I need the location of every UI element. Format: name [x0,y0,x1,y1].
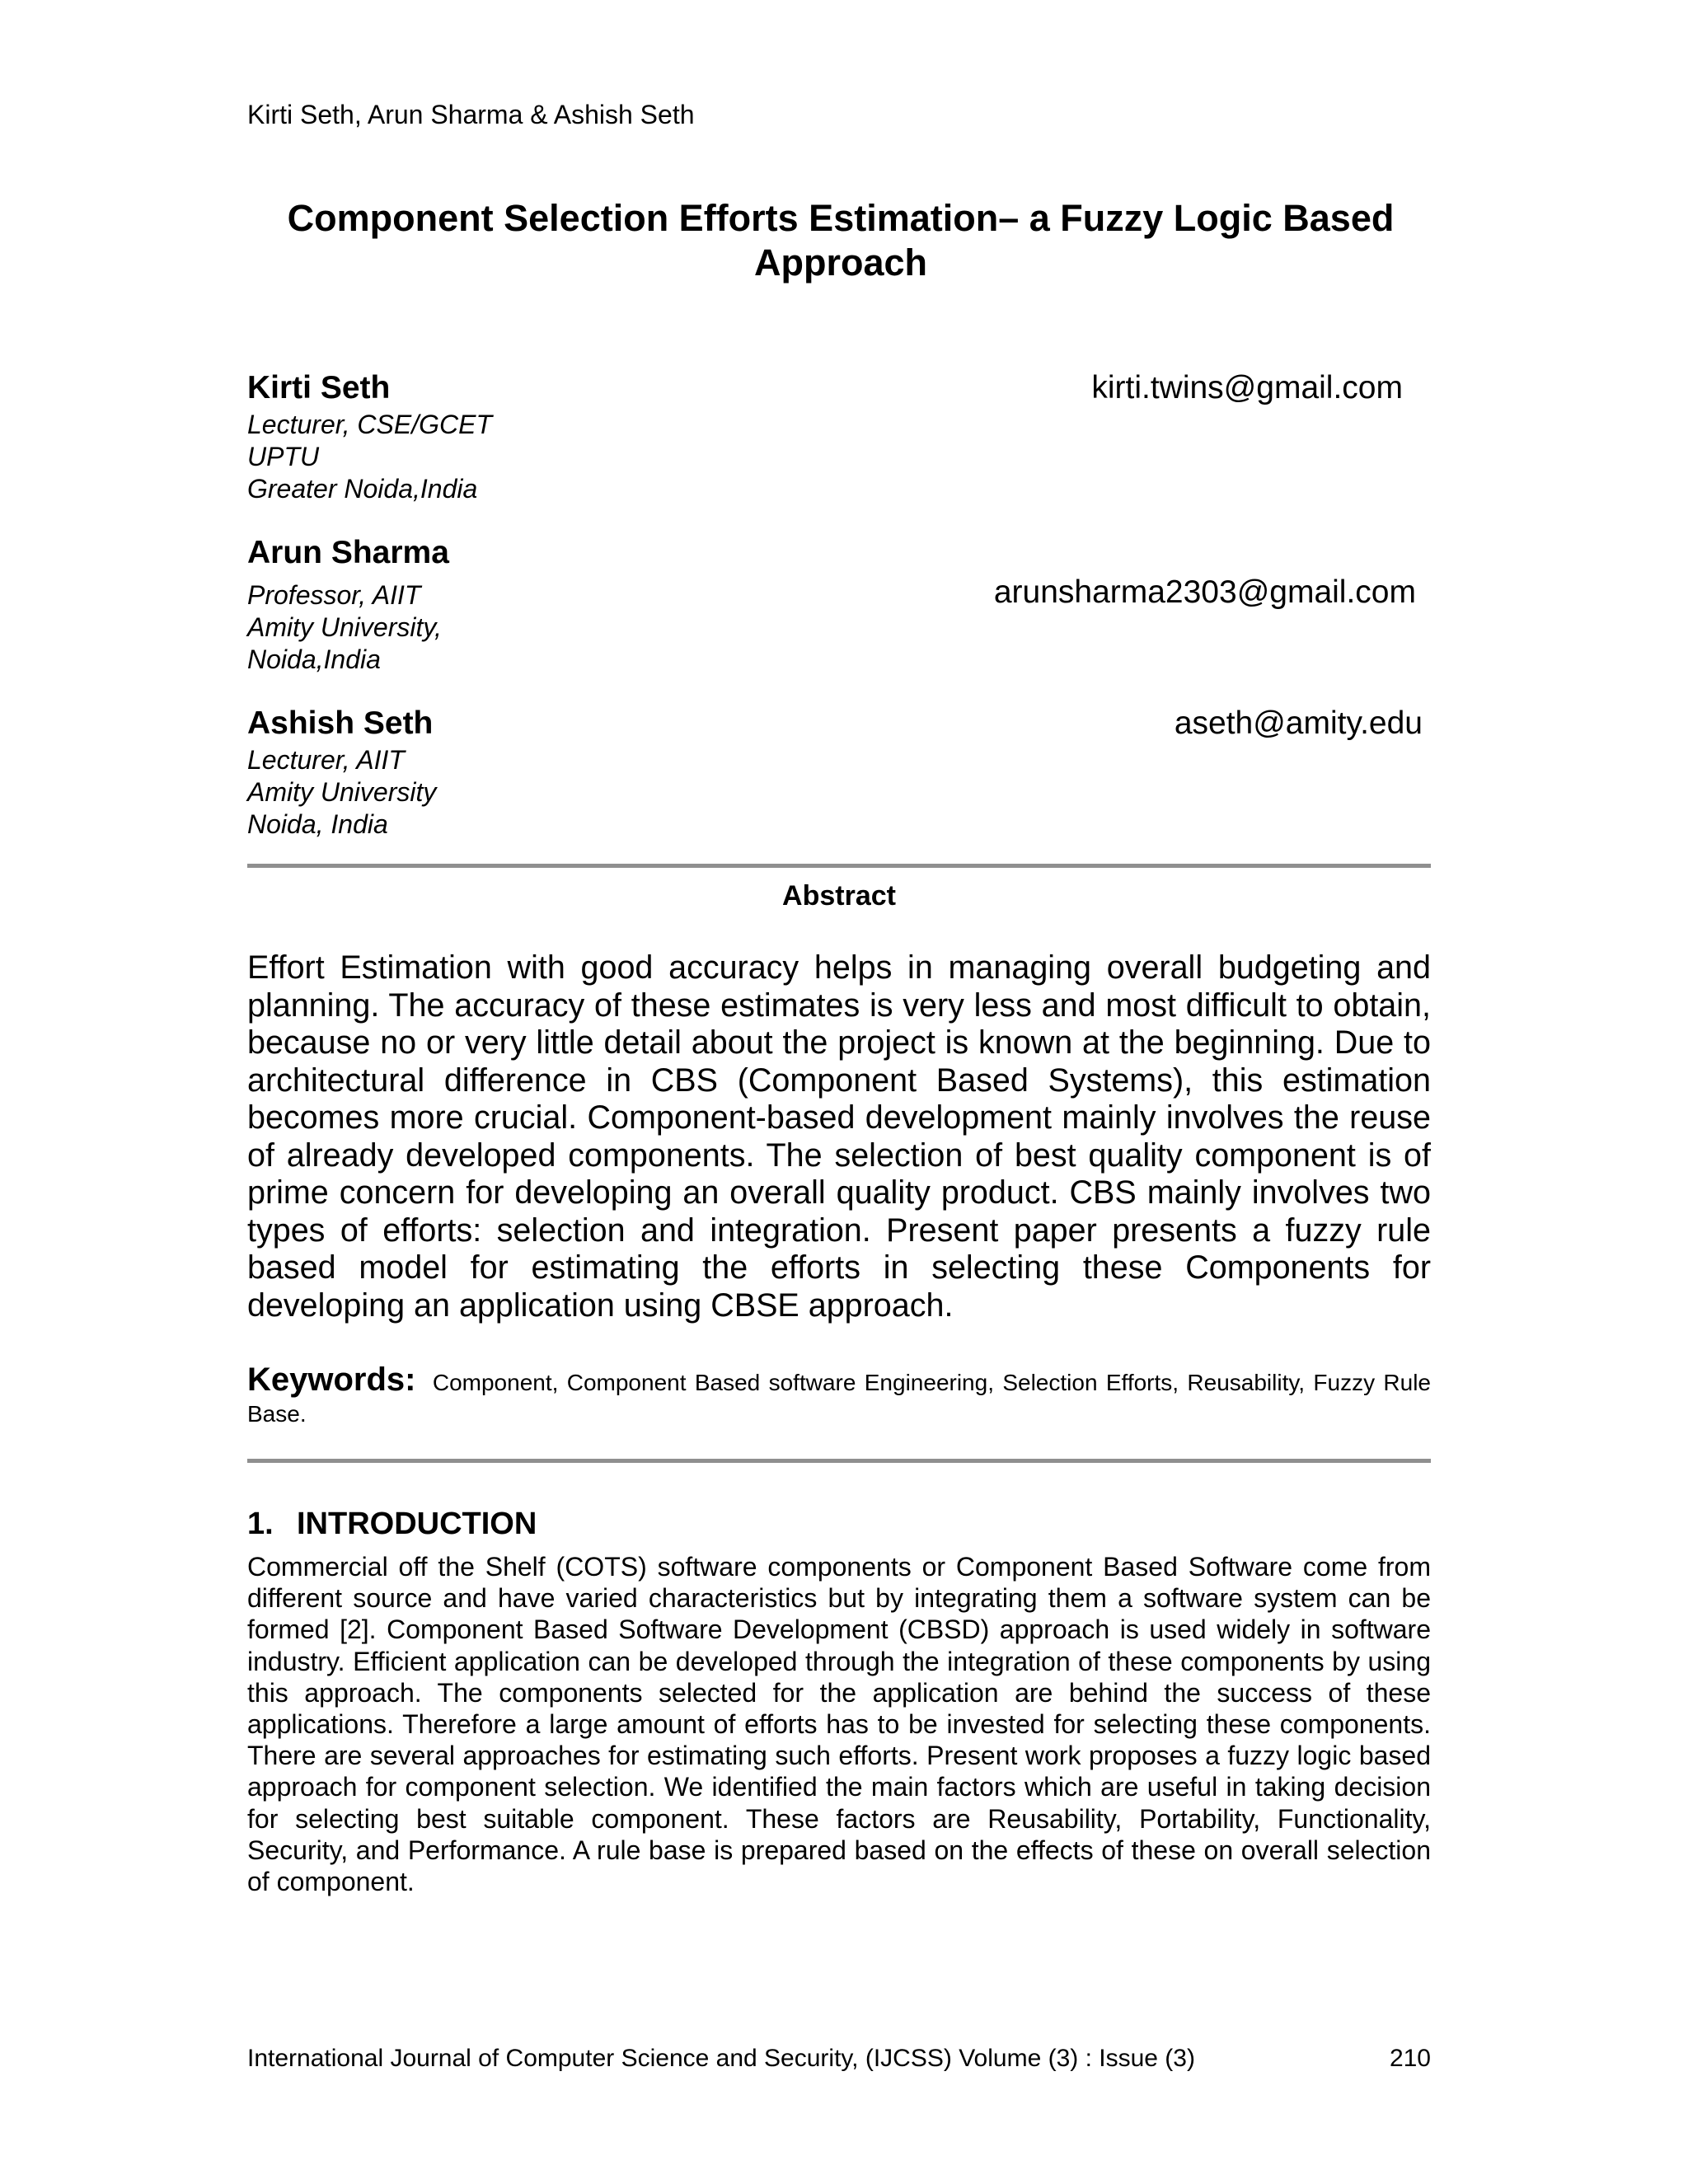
author-affiliation-line: Noida,India [247,644,381,674]
paper-title: Component Selection Efforts Estimation– a Fuzzy Logic Based Approach [287,197,1395,284]
page-number: 210 [1389,2045,1431,2072]
abstract-text: Effort Estimation with good accuracy helps in managing overall budgeting and planning. The accuracy of these estimates is very less and most difficult to obtain, because no or very little detail about the project is known at the beginning. Due to architectural difference in CBS (Component Based Systems), this estimation becomes more crucial. Component-based development mainly involves the reuse of already developed components. The selection of best quality component is of prime concern for developing an overall quality product. CBS mainly involves two types of efforts: selection and integration. Present paper presents a fuzzy rule based model for estimating the efforts in selecting these Components for developing an application using CBSE approach. [247,949,1431,1324]
author-name: Arun Sharma [247,535,449,570]
author-affiliation-line: Amity University [247,777,437,807]
author-affiliation-line: UPTU [247,442,320,471]
abstract-heading: Abstract [782,880,896,912]
keywords-text: Component, Component Based software Engineering, Selection Efforts, Reusability, Fuzzy Rule Base. [247,1370,1432,1427]
author-affiliation-line: Professor, AIIT [247,580,421,610]
author-affiliation-line: Greater Noida,India [247,474,478,504]
section-number: 1. [247,1507,274,1541]
section-title: INTRODUCTION [297,1507,537,1541]
running-head: Kirti Seth, Arun Sharma & Ashish Seth [247,100,695,129]
divider-top [247,864,1431,868]
keywords [247,1361,1432,1430]
author-affiliation-line: Noida, India [247,809,388,839]
author-affiliation-line: Lecturer, CSE/GCET [247,410,492,439]
author-affiliation-line: Lecturer, AIIT [247,745,405,775]
introduction-text: Commercial off the Shelf (COTS) software components or Component Based Software come from different source and have varied characteristics but by integrating them a software system can be formed [2]. Component Based Software Development (CBSD) approach is used widely in software industry. Efficient application can be developed through the integration of these components by using this approach. The components selected for the application are behind the success of these applications. Therefore a large amount of efforts has to be invested for selecting these components. There are several approaches for estimating such efforts. Present work proposes a fuzzy logic based approach for component selection. We identified the main factors which are useful in taking decision for selecting best suitable component. These factors are Reusability, Portability, Functionality, Security, and Performance. A rule base is prepared based on the effects of these on overall selection of component. [247,1552,1431,1897]
divider-bottom [247,1459,1431,1463]
keywords-label: Keywords: [247,1361,416,1398]
section-heading [247,1505,537,1543]
author-name: Kirti Seth [247,370,391,405]
author-name: Ashish Seth [247,705,434,741]
footer-journal: International Journal of Computer Science and Security, (IJCSS) Volume (3) : Issue (3) [247,2045,1195,2072]
author-email: aseth@amity.edu [1174,705,1423,741]
author-email: arunsharma2303@gmail.com [993,574,1416,610]
author-affiliation-line: Amity University, [247,612,442,642]
author-email: kirti.twins@gmail.com [1091,370,1403,405]
